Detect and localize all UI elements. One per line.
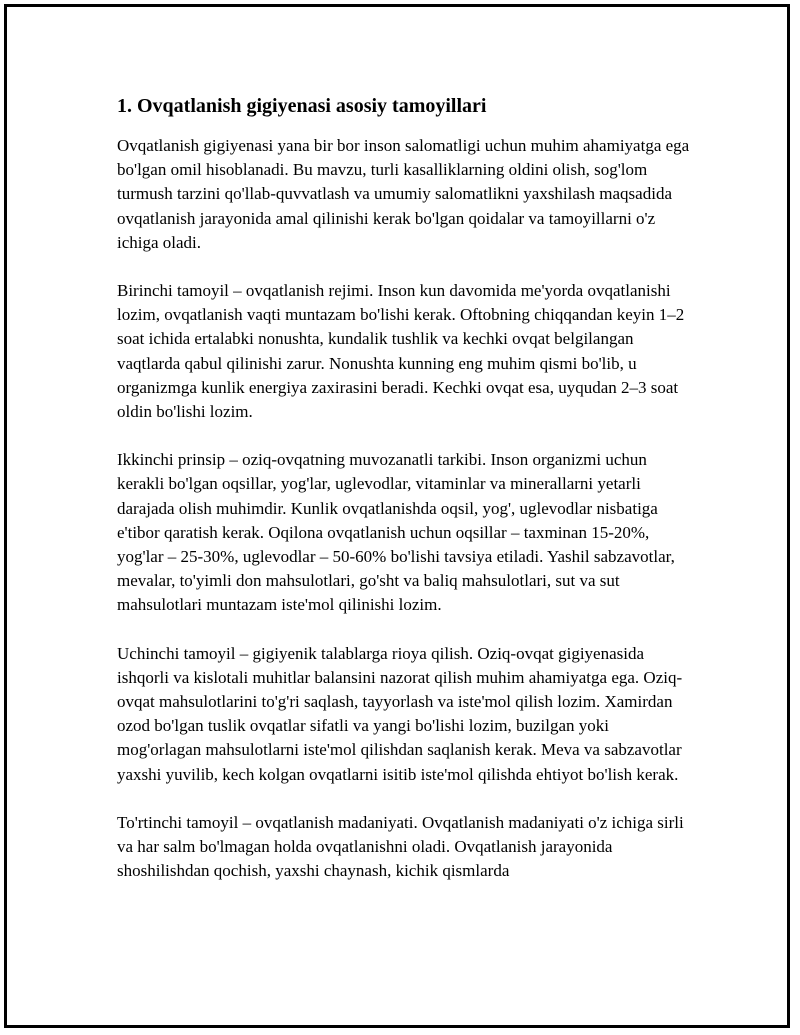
paragraph-fourth-principle: To'rtinchi tamoyil – ovqatlanish madaniyati. Ovqatlanish madaniyati o'z ichiga sirli va har salm bo'lmagan holda ovqatlanishni oladi. Ovqatlanish jarayonida shoshilishdan qochish, yaxshi chaynash, kichik qismlarda (117, 812, 684, 881)
paragraph-second-principle: Ikkinchi prinsip – oziq-ovqatning muvozanatli tarkibi. Inson organizmi uchun kerakli bo'lgan oqsillar, yog'lar, uglevodlar, vitaminlar va minerallarni yetarli darajada olish muhimdir. Kunlik ovqatlanishda oqsil, yog', uglevodlar nisbatiga e'tibor qaratish kerak. Oqilona ovqatlanish uchun oqsillar – taxminan 15-20%, yog'lar – 25-30%, uglevodlar – 50-60% bo'lishi tavsiya etiladi. Yashil sabzavotlar, mevalar, to'yimli don mahsulotlari, go'sht va baliq mahsulotlari, sut va sut mahsulotlari muntazam iste'mol qilinishi lozim. (117, 450, 675, 615)
paragraph-first-principle: Birinchi tamoyil – ovqatlanish rejimi. Inson kun davomida me'yorda ovqatlanishi lozim, ovqatlanish vaqti muntazam bo'lishi kerak. Oftobning chiqqandan keyin 1–2 soat ichida ertalabki nonushta, kundalik tushlik va kechki ovqat belgilangan vaqtlarda qabul qilinishi zarur. Nonushta kunning eng muhim qismi bo'lib, u organizmga kunlik energiya zaxirasini beradi. Kechki ovqat esa, uyqudan 2–3 soat oldin bo'lishi lozim. (117, 281, 685, 422)
paragraph-third-principle: Uchinchi tamoyil – gigiyenik talablarga rioya qilish. Oziq-ovqat gigiyenasida ishqorli va kislotali muhitlar balansini nazorat qilish muhim ahamiyatga ega. Oziq-ovqat mahsulotlarini to'g'ri saqlash, tayyorlash va iste'mol qilish lozim. Xamirdan ozod bo'lgan tuslik ovqatlar sifatli va yangi bo'lishi lozim, buzilgan yoki mog'orlagan mahsulotlarni iste'mol qilishdan saqlanish kerak. Meva va sabzavotlar yaxshi yuvilib, kech kolgan ovqatlarni isitib iste'mol qilishda ehtiyot bo'lish kerak. (117, 643, 683, 784)
document-body (117, 92, 697, 907)
paragraph-intro: Ovqatlanish gigiyenasi yana bir bor inson salomatligi uchun muhim ahamiyatga ega bo'lgan omil hisoblanadi. Bu mavzu, turli kasalliklarning oldini olish, sog'lom turmush tarzini qo'llab-quvvatlash va umumiy salomatlikni yaxshilash maqsadida ovqatlanish jarayonida amal qilinishi kerak bo'lgan qoidalar va tamoyillarni o'z ichiga oladi. (117, 136, 690, 252)
section-heading: 1. Ovqatlanish gigiyenasi asosiy tamoyillari (117, 95, 487, 117)
